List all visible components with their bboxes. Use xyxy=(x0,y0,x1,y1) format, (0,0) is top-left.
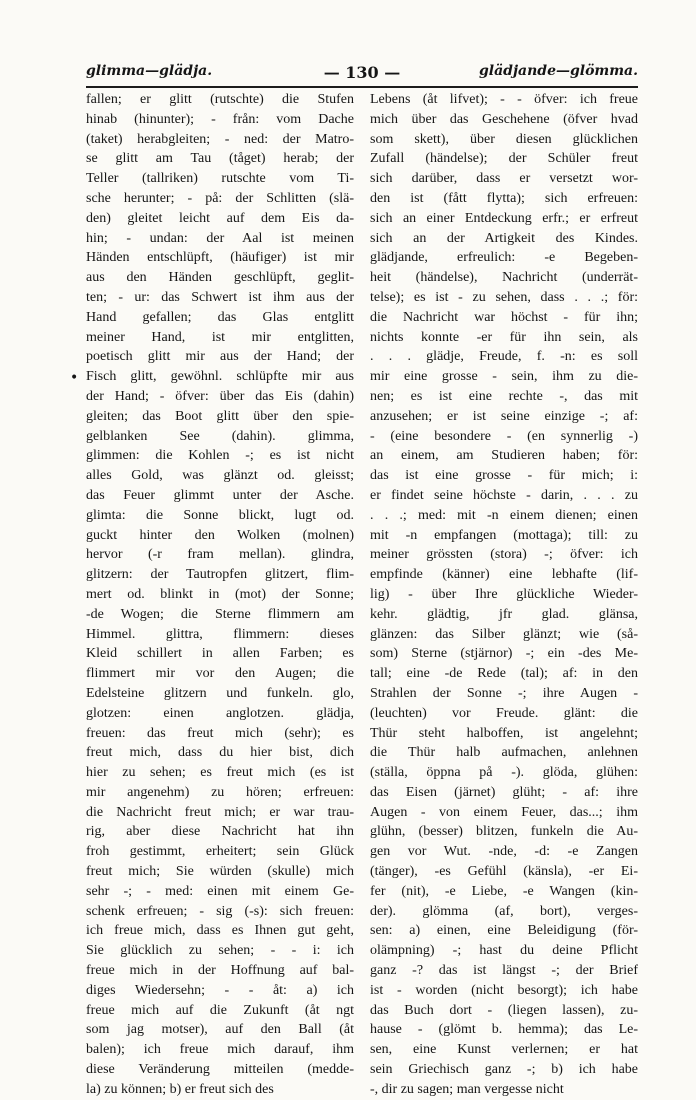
text-line: poetisch glitt mir aus der Hand; der xyxy=(86,349,354,365)
header-right-catchword: glädjande—glömma. xyxy=(479,63,638,79)
text-line: hause - (glömt b. hemma); das Le- xyxy=(370,1022,638,1038)
right-column xyxy=(370,90,638,1100)
text-line: nen; es ist eine rechte -, das mit xyxy=(370,388,638,404)
text-line: -de Wogen; die Sterne flimmern am xyxy=(86,606,354,622)
text-line: Kleid schillert in allen Farben; es xyxy=(86,646,354,662)
text-line: hinab (hinunter); - från: vom Dache xyxy=(86,111,354,127)
text-line: heit (händelse), Nachricht (underrät- xyxy=(370,270,638,286)
text-line: rig, aber diese Nachricht hat ihn xyxy=(86,824,354,840)
text-line: sein Griechisch ganz -; b) ich habe xyxy=(370,1062,638,1078)
text-line: glänzen: das Silber glänzt; wie (så- xyxy=(370,626,638,642)
text-line: . . .; med: mit -n einem dienen; einen xyxy=(370,507,638,523)
text-line: ist - worden (nicht besorgt); ich habe xyxy=(370,982,638,998)
text-line: fallen; er glitt (rutschte) die Stufen xyxy=(86,92,354,107)
text-line: das Buch dort - (liegen lassen), zu- xyxy=(370,1002,638,1018)
text-line: das Feuer glimmt unter der Asche. xyxy=(86,487,354,503)
text-line: lig) - über Ihre glückliche Wieder- xyxy=(370,586,638,602)
text-line: froh gestimmt, erheitert; sein Glück xyxy=(86,844,354,860)
text-line: der). glömma (af, bort), verges- xyxy=(370,903,638,919)
text-line: er findet seine höchste - darin, . . . zu xyxy=(370,487,638,503)
text-line: glimmen: die Kohlen -; es ist nicht xyxy=(86,448,354,464)
text-line: Lebens (åt lifvet); - - öfver: ich freue xyxy=(370,92,638,107)
text-line: der Hand; - öfver: über das Eis (dahin) xyxy=(86,388,354,404)
text-line: sich an der Artigkeit des Kindes. xyxy=(370,230,638,246)
text-line: hier zu sehen; es freut mich (es ist xyxy=(86,765,354,781)
text-line: balen); ich freue mich darauf, ihm xyxy=(86,1042,354,1058)
text-line: das ist eine grosse - für mich; i: xyxy=(370,468,638,484)
text-line: freue mich in der Hoffnung auf bal- xyxy=(86,963,354,979)
text-line: . . . glädje, Freude, f. -n: es soll xyxy=(370,349,638,365)
text-line: glitzern: der Tautropfen glitzert, flim- xyxy=(86,567,354,583)
text-line: glühn, (besser) blitzen, funkeln die Au- xyxy=(370,824,638,840)
text-line: ten; - ur: das Schwert ist ihm aus der xyxy=(86,289,354,305)
text-line: Sie glücklich zu sehen; - - i: ich xyxy=(86,943,354,959)
header-left-catchword: glimma—glädja. xyxy=(86,63,213,79)
page-number: — 130 — xyxy=(323,63,401,82)
text-line: Edelsteine glitzern und funkeln. glo, xyxy=(86,685,354,701)
text-line: (taket) herabgleiten; - ned: der Matro- xyxy=(86,131,354,147)
text-line: som) Sterne (stjärnor) -; ein -des Me- xyxy=(370,646,638,662)
page-header xyxy=(86,63,638,85)
text-line: ich freue mich, dass es Ihnen gut geht, xyxy=(86,923,354,939)
text-line: alles Gold, was glänzt od. gleisst; xyxy=(86,468,354,484)
text-line: sen, eine Kunst verlernen; er hat xyxy=(370,1042,638,1058)
text-line: sich an einer Entdeckung erfr.; er erfreut xyxy=(370,210,638,226)
text-line: kehr. glädtig, jfr glad. glänsa, xyxy=(370,606,638,622)
text-line: som jag motser), auf den Ball (åt xyxy=(86,1022,354,1038)
text-line: aus den Händen geschlüpft, geglit- xyxy=(86,270,354,286)
text-line: das Eisen (järnet) glüht; - af: ihre xyxy=(370,784,638,800)
text-line: die Nachricht freut mich; er war trau- xyxy=(86,804,354,820)
text-line: la) zu können; b) er freut sich des xyxy=(86,1081,274,1097)
text-line: glimta: die Sonne blickt, lugt od. xyxy=(86,507,354,523)
text-line: diese Veränderung mitteilen (medde- xyxy=(86,1062,354,1078)
text-line: guckt hinter den Wolken (molnen) xyxy=(86,527,354,543)
text-line: Händen entschlüpft, (häufiger) ist mir xyxy=(86,250,354,266)
text-line: (tänger), -es Gefühl (känsla), -er Ei- xyxy=(370,864,638,880)
text-line: schenk erfreuen; - sig (-s): sich freuen: xyxy=(86,903,354,919)
text-line: freue mich auf die Zukunft (åt ngt xyxy=(86,1002,354,1018)
text-line: den ist (fått flytta); sich erfreuen: xyxy=(370,190,638,206)
text-line: (ställa, öppna på -). glöda, glühen: xyxy=(370,765,638,781)
text-line: mir angenehm) zu hören; erfreuen: xyxy=(86,784,354,800)
text-line: Augen - von einem Feuer, das...; ihm xyxy=(370,804,638,820)
text-line: freut mich; Sie würden (skulle) mich xyxy=(86,864,354,880)
text-line: Himmel. glittra, flimmern: dieses xyxy=(86,626,354,642)
text-line: Strahlen der Sonne -; ihre Augen - xyxy=(370,685,638,701)
text-line: Teller (tallriken) rutschte vom Ti- xyxy=(86,171,354,187)
text-line: gleiten; das Boot glitt über den spie- xyxy=(86,408,354,424)
text-line: sche herunter; - på: der Schlitten (slä- xyxy=(86,190,354,206)
text-line: tall; eine -de Rede (tal); af: in den xyxy=(370,666,638,682)
text-line: gelblanken See (dahin). glimma, xyxy=(86,428,354,444)
text-line: gen vor Wut. -nde, -d: -e Zangen xyxy=(370,844,638,860)
text-line: telse); es ist - zu sehen, dass . . .; för: xyxy=(370,289,638,305)
text-line: ganz -? das ist längst -; der Brief xyxy=(370,963,638,979)
text-line: meiner Hand, ist mir entglitten, xyxy=(86,329,354,345)
text-line: glädjande, erfreulich: -e Begeben- xyxy=(370,250,638,266)
text-line: anzusehen; er ist seine einzige -; af: xyxy=(370,408,638,424)
text-line: die Nachricht war höchst - für ihn; xyxy=(370,309,638,325)
text-line: (leuchten) vor Freude. glänt: die xyxy=(370,705,638,721)
text-line: mir eine grosse - sein, ihm zu die- xyxy=(370,369,638,385)
left-column xyxy=(86,90,354,1100)
text-line: olämpning) -; hast du deine Pflicht xyxy=(370,943,638,959)
margin-dot: • xyxy=(70,370,79,386)
text-line: -, dir zu sagen; man vergesse nicht xyxy=(370,1081,564,1097)
header-rule xyxy=(86,86,638,88)
text-line: Zufall (händelse); der Schüler freut xyxy=(370,151,638,167)
text-line: Fisch glitt, gewöhnl. schlüpfte mir aus xyxy=(86,369,354,385)
text-line: sehr -; - med: einen mit einem Ge- xyxy=(86,883,354,899)
text-line: se glitt am Tau (tåget) herab; der xyxy=(86,151,354,167)
text-line: diges Wiedersehn; - - åt: a) ich xyxy=(86,982,354,998)
text-line: mit -n empfangen (mottaga); till: zu xyxy=(370,527,638,543)
text-line: nichts konnte -er für ihn sein, als xyxy=(370,329,638,345)
text-line: Hand gefallen; das Glas entglitt xyxy=(86,309,354,325)
text-line: an einem, am Studieren haben; för: xyxy=(370,448,638,464)
text-line: empfinde (känner) eine lebhafte (lif- xyxy=(370,567,638,583)
text-line: flimmert mir vor den Augen; die xyxy=(86,666,354,682)
text-line: - (eine besondere - (en synnerlig -) xyxy=(370,428,638,444)
text-line: freut mich, dass du hier bist, dich xyxy=(86,745,354,761)
text-line: glotzen: einen anglotzen. glädja, xyxy=(86,705,354,721)
text-line: fer (nit), -e Liebe, -e Wangen (kin- xyxy=(370,883,638,899)
text-line: hin; - undan: der Aal ist meinen xyxy=(86,230,354,246)
text-line: den) gleitet leicht auf dem Eis da- xyxy=(86,210,354,226)
text-line: sen: a) einen, eine Beleidigung (för- xyxy=(370,923,638,939)
text-line: mich über das Geschehene (öfver hvad xyxy=(370,111,638,127)
text-line: freuen: das freut mich (sehr); es xyxy=(86,725,354,741)
text-line: Thür steht halboffen, ist angelehnt; xyxy=(370,725,638,741)
text-line: meiner grössten (stora) -; öfver: ich xyxy=(370,547,638,563)
text-line: hervor (-r fram mellan). glindra, xyxy=(86,547,354,563)
text-line: die Thür halb aufmachen, anlehnen xyxy=(370,745,638,761)
text-line: mert od. blinkt in (mot) der Sonne; xyxy=(86,586,354,602)
text-line: som skett), über diesen glücklichen xyxy=(370,131,638,147)
text-line: sich darüber, dass er versetzt wor- xyxy=(370,171,638,187)
